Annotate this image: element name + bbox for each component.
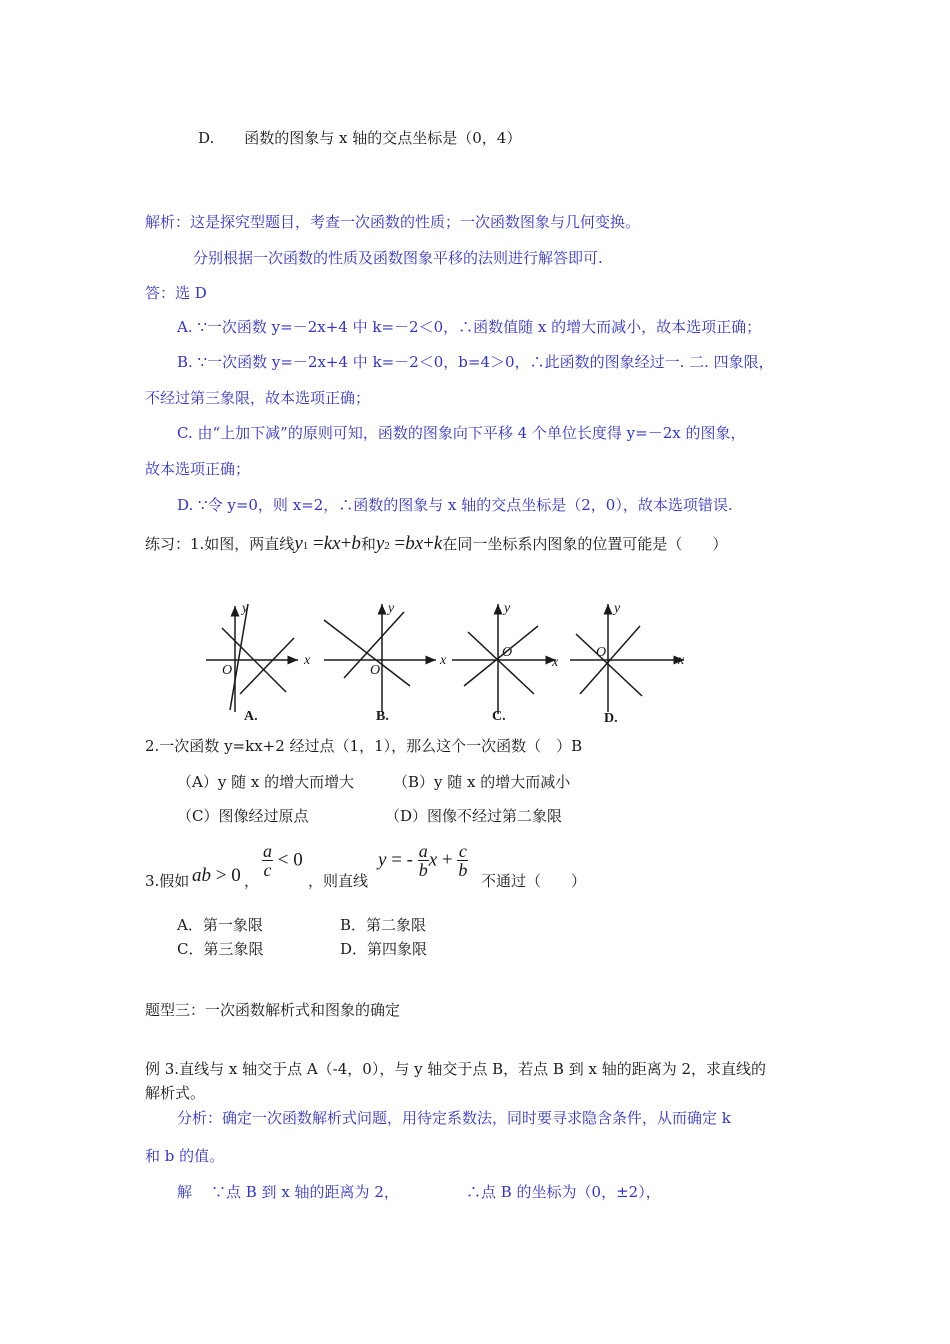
- graph-d: [570, 604, 684, 712]
- graph-a-label: A.: [244, 709, 258, 724]
- solution-part-b: ∴点 B 的坐标为（0，±2），: [466, 1183, 661, 1201]
- practice-1-and: 和: [360, 535, 376, 553]
- graph-a: [206, 604, 298, 712]
- graph-c-y-label: y: [504, 601, 511, 616]
- graph-b-x-label: x: [440, 653, 447, 668]
- practice-3-option-b: B．第二象限: [340, 916, 427, 934]
- equation-y2: y2 =bx+k: [375, 533, 443, 554]
- answer-line: 答：选 D: [145, 284, 207, 302]
- graph-c-origin: O: [502, 645, 513, 660]
- graph-a-origin: O: [222, 663, 233, 678]
- explain-b: B. ∵一次函数 y=－2x+4 中 k=－2＜0，b=4＞0，∴此函数的图象经过一. 二. 四象限，: [177, 353, 774, 371]
- option-d-label: D.: [198, 129, 215, 147]
- graph-d-x-label: x: [678, 653, 685, 668]
- explain-a: A. ∵一次函数 y=－2x+4 中 k=－2＜0，∴函数值随 x 的增大而减小，故本选项正确；: [177, 318, 762, 336]
- graph-b-y-label: y: [388, 601, 395, 616]
- option-d-line: [198, 128, 521, 148]
- explain-d: D. ∵令 y=0，则 x=2，∴函数的图象与 x 轴的交点坐标是（2，0），故本选项错误.: [177, 496, 733, 514]
- graph-a-x-label: x: [304, 653, 311, 668]
- section-heading: 题型三：一次函数解析式和图象的确定: [145, 1001, 401, 1019]
- practice-3-comma: ，: [244, 872, 260, 890]
- solution-part-a: ∵点 B 到 x 轴的距离为 2，: [211, 1183, 399, 1201]
- explain-b-cont: 不经过第三象限，故本选项正确；: [145, 389, 371, 407]
- practice-1-question: [145, 530, 727, 560]
- practice-1-suffix: 在同一坐标系内图象的位置可能是（ ）: [442, 535, 728, 553]
- solution-label: 解: [177, 1183, 193, 1201]
- practice-2-option-a: （A）y 随 x 的增大而增大: [177, 773, 355, 791]
- analysis-line: 解析：这是探究型题目，考查一次函数的性质；一次函数图象与几何变换。: [145, 213, 641, 231]
- practice-2-question: 2.一次函数 y=kx+2 经过点（1，1），那么这个一次函数（ ）B: [145, 737, 583, 755]
- example-3-analysis-2: 和 b 的值。: [145, 1147, 225, 1165]
- practice-2-option-b: （B）y 随 x 的增大而减小: [393, 773, 571, 791]
- graph-c-label: C.: [492, 709, 506, 724]
- practice-2-option-d: （D）图像不经过第二象限: [385, 807, 563, 825]
- graphs-figure: [200, 598, 700, 726]
- graph-c-x-label: x: [552, 655, 559, 670]
- practice-3-prefix: 3.假如: [145, 872, 190, 890]
- practice-1-prefix: 练习：1.如图，两直线: [145, 535, 295, 553]
- graph-b-label: B.: [376, 709, 389, 724]
- practice-2-option-c: （C）图像经过原点: [177, 807, 309, 825]
- math-ab-positive: ab > 0: [192, 865, 241, 886]
- equation-y1: y1 =kx+b: [294, 533, 361, 554]
- graph-b-origin: O: [370, 663, 381, 678]
- graph-d-y-label: y: [614, 601, 621, 616]
- example-3-line-2: 解析式。: [145, 1084, 206, 1102]
- graph-b: [324, 604, 436, 712]
- graph-d-label: D.: [604, 711, 618, 726]
- method-line: 分别根据一次函数的性质及函数图象平移的法则进行解答即可.: [193, 249, 603, 267]
- example-3-line-1: 例 3.直线与 x 轴交于点 A（-4，0），与 y 轴交于点 B，若点 B 到 x 轴的距离为 2，求直线的: [145, 1060, 767, 1078]
- practice-3-suffix: 不通过（ ）: [481, 872, 587, 890]
- option-d-text: 函数的图象与 x 轴的交点坐标是（0，4）: [244, 129, 522, 147]
- practice-3-mid: ，则直线: [308, 872, 369, 890]
- example-3-analysis-1: 分析：确定一次函数解析式问题，用待定系数法，同时要寻求隐含条件，从而确定 k: [177, 1109, 731, 1127]
- graph-d-origin: O: [596, 645, 607, 660]
- math-line-equation: y = - $\frac{a}{b}$ x + $\frac{c}{b}$: [378, 841, 468, 880]
- math-a-over-c-negative: $\frac{a}{c}$ < 0: [263, 841, 303, 880]
- explain-c-cont: 故本选项正确；: [145, 460, 251, 478]
- graph-a-y-label: y: [242, 601, 249, 616]
- practice-3-option-a: A．第一象限: [177, 916, 263, 934]
- explain-c: C. 由“上加下减”的原则可知，函数的图象向下平移 4 个单位长度得 y=－2x 的图象，: [177, 424, 746, 442]
- practice-3-option-c: C．第三象限: [177, 940, 264, 958]
- practice-3-option-d: D．第四象限: [340, 940, 428, 958]
